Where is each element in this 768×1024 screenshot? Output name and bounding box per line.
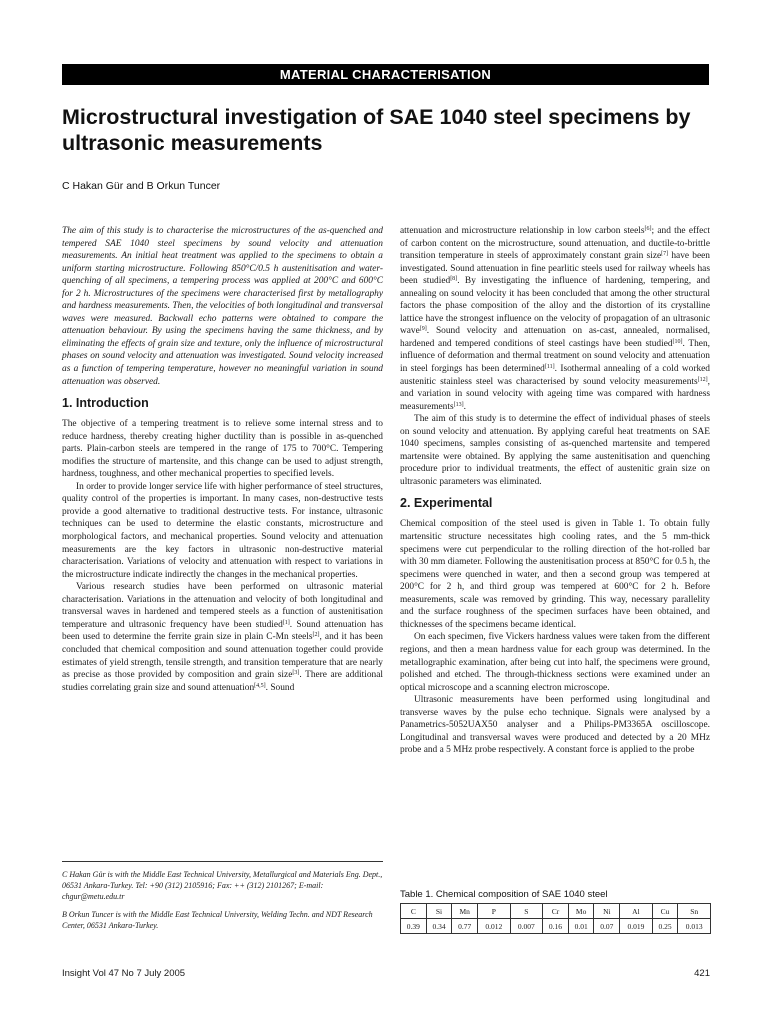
citation-ref: [8] bbox=[450, 276, 458, 283]
citation-ref: [6] bbox=[644, 226, 652, 232]
table-header-cell: C bbox=[401, 904, 427, 919]
author-footnotes bbox=[62, 869, 383, 938]
table-row bbox=[401, 919, 711, 934]
experimental-paragraph-3: Ultrasonic measurements have been performed using longitudinal and transverse waves by the pulse echo technique. Signals were analysed by a Panametrics-5052UAX50 analyser and a Philips-PM3365A oscilloscope. Longitudinal and transversal waves were produced and detected by a 20 MHz probe and a 5 MHz probe respectively. A constant force is applied to the probe bbox=[400, 695, 710, 756]
intro-paragraph-3: Various research studies have been performed on ultrasonic material characterisation. Variations in the attenuation and velocity of both longitudinal and transversal waves in hardened and tempered steels as a function of austenitisation temperature and ultrasonic frequency have been studied[1]. Sound attenuation has been used to determine the ferrite grain size in plain C-Mn steels[2], and it has been concluded that chemical composition and sound attenuation together could provide estimates of yield strength, tensile strength, and transition temperature that are nearly as precise as those provided by composition and grain size[3]. There are additional studies correlating grain size and sound attenuation[4,5]. Sound bbox=[62, 582, 384, 693]
article-authors: C Hakan Gür and B Orkun Tuncer bbox=[62, 180, 221, 192]
table-cell: 0.25 bbox=[652, 919, 678, 934]
right-paragraph-2: The aim of this study is to determine the effect of individual phases of steels on sound velocity and attenuation. By applying careful heat treatments on SAE 1040 specimens, samples consisting of as-quenched martensite and tempered martensite were obtained. By applying the same austenitisation and quenching procedure prior to individual treatments, the effect of austenitic grain size on ultrasonic parameters was eliminated. bbox=[400, 414, 710, 487]
abstract: The aim of this study is to characterise the microstructures of the as-quenched and tempered SAE 1040 steel specimens by sound velocity and attenuation measurements. An initial heat treatment was applied to the specimens to obtain a uniform starting microstructure. Following 850°C/0.5 h austenitisation and water-quenching of all specimens, a tempering process was applied at 200°C and 600°C for 2 h. Microstructures of the specimens were characterised first by metallography and hardness measurements. Then, the velocities of both longitudinal and transversal waves were measured. Backwall echo patterns were obtained to compare the attenuation behaviour. By using the specimens having the same thickness, and by eliminating the effects of grain size and texture, only the influence of microstructural phases on sound velocity and attenuation was investigated. Sound velocity increased as a function of tempering temperature, however no meaningful variation in sound attenuation was observed. bbox=[62, 226, 383, 387]
table-cell: 0.07 bbox=[594, 919, 620, 934]
table-cell: 0.019 bbox=[620, 919, 653, 934]
table-cell: 0.39 bbox=[401, 919, 427, 934]
table-cell: 0.77 bbox=[452, 919, 478, 934]
composition-table bbox=[400, 903, 711, 934]
article-title: Microstructural investigation of SAE 1040 steel specimens by ultrasonic measurements bbox=[62, 105, 691, 155]
table-header-cell: Cu bbox=[652, 904, 678, 919]
table-cell: 0.013 bbox=[678, 919, 711, 934]
citation-ref: [9] bbox=[419, 326, 427, 333]
table-header-cell: Mn bbox=[452, 904, 478, 919]
left-column bbox=[62, 225, 383, 694]
table-cell: 0.16 bbox=[543, 919, 569, 934]
table-cell: 0.007 bbox=[510, 919, 543, 934]
footnote-divider bbox=[62, 861, 383, 862]
citation-ref: [1] bbox=[282, 619, 290, 626]
citation-ref: [11] bbox=[544, 364, 555, 371]
table-header-cell: Al bbox=[620, 904, 653, 919]
citation-ref: [7] bbox=[661, 251, 669, 258]
section-banner: MATERIAL CHARACTERISATION bbox=[62, 64, 709, 85]
citation-ref: [3] bbox=[292, 670, 300, 677]
table-header-cell: Si bbox=[426, 904, 452, 919]
table-header-cell: Sn bbox=[678, 904, 711, 919]
table-caption: Table 1. Chemical composition of SAE 1040 steel bbox=[400, 889, 608, 900]
table-header-cell: S bbox=[510, 904, 543, 919]
intro-paragraph-1: The objective of a tempering treatment is to relieve some internal stress and to reduce hardness, thereby creating higher ductility than is possible in as-quenched parts. Plain-carbon steels are tempered in the range of 175 to 700°C. Tempering modifies the structure of martensite, and this change can be used to adjust strength, hardness, toughness, and other mechanical properties to specified levels. bbox=[62, 419, 383, 480]
table-cell: 0.34 bbox=[426, 919, 452, 934]
table-cell: 0.01 bbox=[568, 919, 594, 934]
table-header-cell: P bbox=[478, 904, 511, 919]
citation-ref: [4,5] bbox=[254, 682, 266, 689]
right-paragraph-1: attenuation and microstructure relationship in low carbon steels[6]; and the effect of carbon content on the microstructure, sound attenuation, and ductile-to-brittle transition temperature in steels of approximately constant grain size[7] have been investigated. Sound attenuation in fine pearlitic steels used for railway wheels has been studied[8]. By investigating the influence of hardening, tempering, and annealing on sound velocity it has been concluded that among the other structural factors the phase composition of the alloy and the distortion of its crystalline lattice have the strongest influence on the velocity of propagation of an ultrasonic wave[9]. Sound velocity and attenuation on as-cast, annealed, normalised, hardened and tempered conditions of steel castings have been studied[10]. Then, influence of deformation and thermal treatment on sound velocity and attenuation in steel forgings has been determined[11]. Isothermal annealing of a cold worked austenitic stainless steel was characterised by sound velocity measurements[12], and variation in sound velocity with ageing time was compared with hardness measurements[13]. bbox=[400, 226, 710, 412]
right-column bbox=[400, 225, 710, 757]
page-number: 421 bbox=[694, 968, 710, 979]
experimental-paragraph-2: On each specimen, five Vickers hardness values were taken from the different regions, and then a mean hardness value for each group was determined. In the metallographic examination, after being cut into half, the specimens were ground, polished and etched. The through-thickness sections were examined under an optical microscope and a scanning electron microscope. bbox=[400, 632, 710, 693]
citation-ref: [10] bbox=[672, 338, 683, 345]
table-header-row bbox=[401, 904, 711, 919]
experimental-paragraph-1: Chemical composition of the steel used is given in Table 1. To obtain fully martensitic structure necessitates high cooling rates, and the 5 mm-thick specimens were cut perpendicular to the rolling direction of the hot-rolled bar with 30 mm diameter. Following the austenitisation process at 850°C for 0.5 h, the specimens were quenched in water, and then a second group was tempered at 200°C for 2 h, and third group was tempered at 600°C for 2 h. Before measurements, scale was removed by grinding. This way, necessary parallelity and the surface roughness of the specimen surfaces have been obtained, and thicknesses of the specimens became identical. bbox=[400, 519, 710, 630]
journal-footer: Insight Vol 47 No 7 July 2005 bbox=[62, 968, 186, 979]
footnote-author-1: C Hakan Gür is with the Middle East Technical University, Metallurgical and Materials Eng. Dept., 06531 Ankara-Turkey. Tel: +90 (312) 2105916; Fax: ++ (312) 2101267; E-mail: chgur@metu.edu.tr bbox=[62, 870, 383, 901]
table-header-cell: Cr bbox=[543, 904, 569, 919]
experimental-heading: 2. Experimental bbox=[400, 496, 493, 511]
table-header-cell: Mo bbox=[568, 904, 594, 919]
table-header-cell: Ni bbox=[594, 904, 620, 919]
footnote-author-2: B Orkun Tuncer is with the Middle East Technical University, Welding Techn. and NDT Research Center, 06531 Ankara-Turkey. bbox=[62, 910, 373, 930]
table-cell: 0.012 bbox=[478, 919, 511, 934]
citation-ref: [12] bbox=[697, 376, 708, 383]
citation-ref: [13] bbox=[453, 401, 464, 408]
intro-heading: 1. Introduction bbox=[62, 396, 149, 411]
citation-ref: [2] bbox=[312, 632, 320, 639]
intro-paragraph-2: In order to provide longer service life with higher performance of steel structures, quality control of the properties is important. In many cases, non-destructive tests provide a good alternative to traditional destructive tests. For instance, ultrasonic techniques can be used to determine the elastic constants, microstructure and morphological factors, and mechanical properties. Sound velocity and attenuation measurements are the key factors in ultrasonic non-destructive material characterisation. Variations of velocity and attenuation with respect to variations in the microstructure indicate indirectly the changes in the mechanical properties. bbox=[62, 481, 383, 580]
